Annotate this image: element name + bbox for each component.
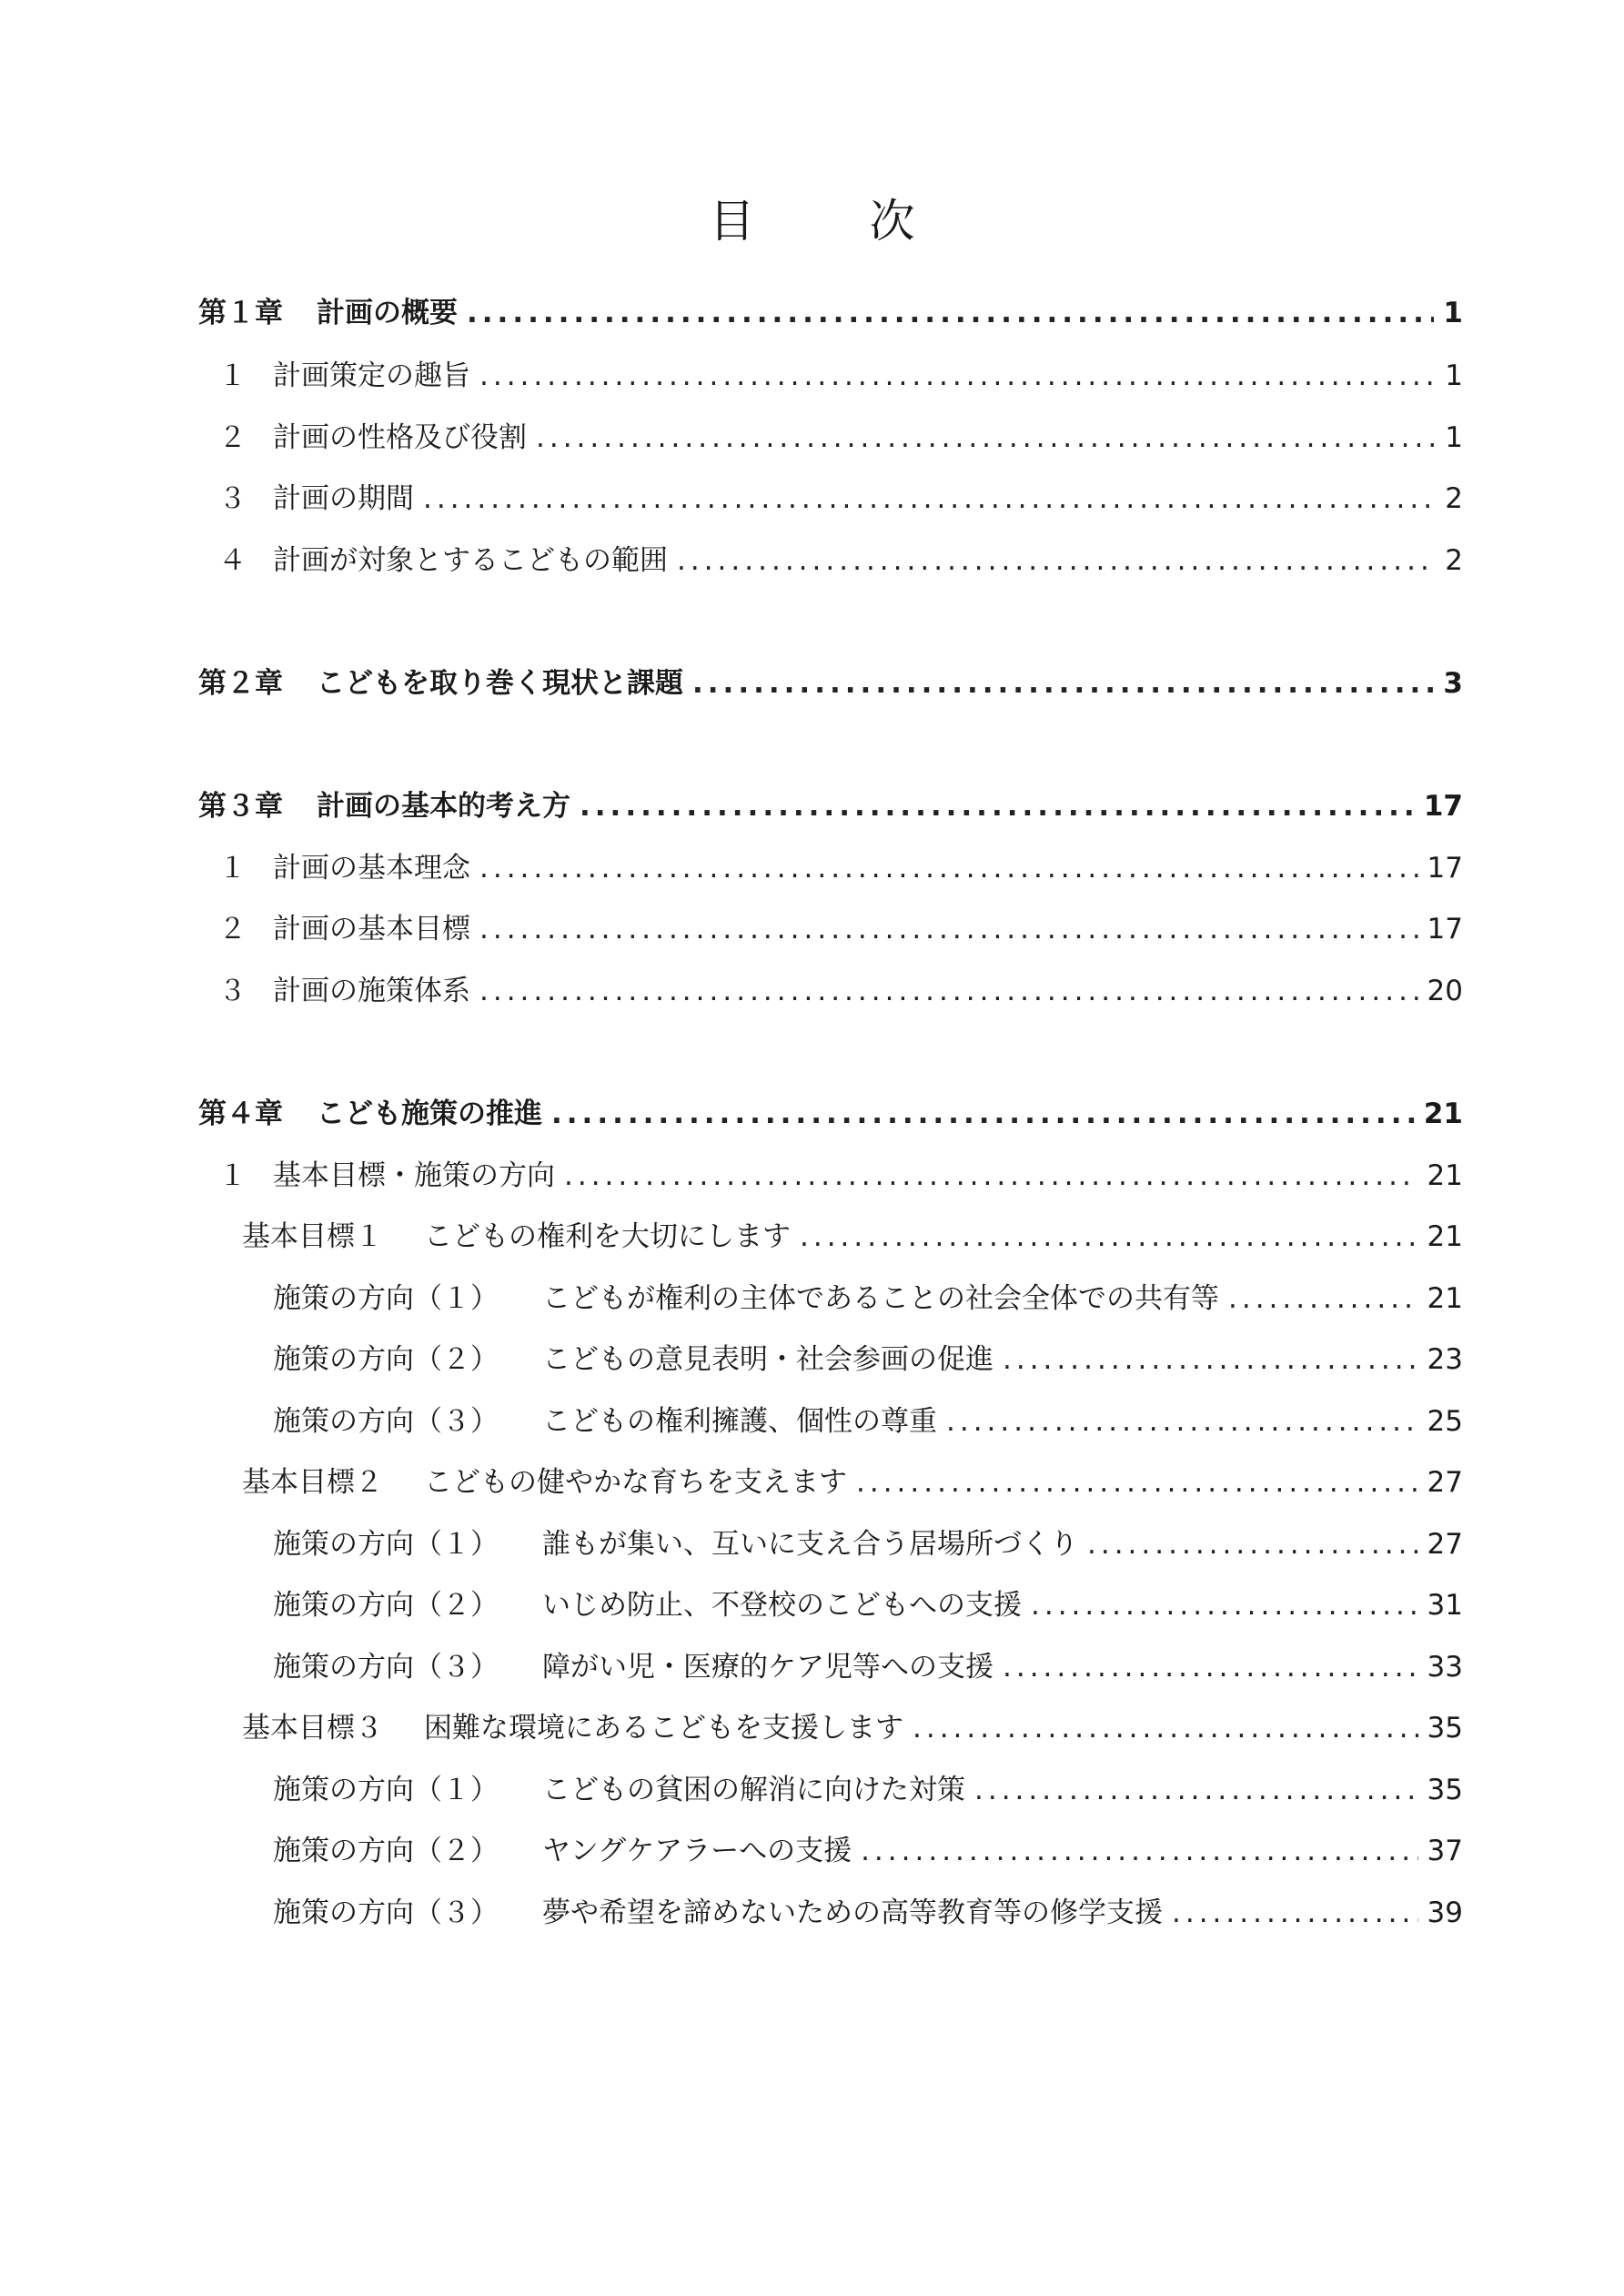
toc-entry-number: 基本目標３ (242, 1712, 383, 1745)
toc-leader-dots (536, 415, 1436, 460)
toc-leader-dots (913, 1705, 1418, 1751)
toc-entry[interactable] (273, 1828, 1463, 1874)
toc-leader-dots (1003, 1644, 1418, 1690)
toc-leader-dots (692, 661, 1434, 706)
toc-entry-page: 25 (1427, 1405, 1463, 1438)
toc-entry-page: 33 (1427, 1651, 1463, 1684)
toc-entry-number: 施策の方向（３） (273, 1405, 499, 1438)
toc-entry-label: 計画の施策体系 (273, 975, 470, 1007)
toc-entry-number: 施策の方向（３） (273, 1651, 499, 1684)
toc-leader-dots (800, 1214, 1418, 1259)
toc-entry-label: 困難な環境にあるこどもを支援します (424, 1712, 903, 1745)
toc-entry-label: 計画の基本的考え方 (317, 790, 570, 823)
toc-entry-number: ３ (218, 975, 247, 1007)
toc-leader-dots (946, 1399, 1418, 1444)
toc-entry-number: 施策の方向（２） (273, 1835, 499, 1867)
toc-entry-page: 27 (1427, 1466, 1463, 1499)
toc-entry-page: 2 (1445, 544, 1463, 577)
toc-entry-page: 39 (1427, 1896, 1463, 1929)
toc-leader-dots (1228, 1276, 1418, 1321)
toc-entry-page: 21 (1427, 1282, 1463, 1315)
toc-entry-number: １ (218, 852, 247, 885)
toc-entry-label: ヤングケアラーへの支援 (542, 1835, 852, 1867)
toc-entry[interactable] (242, 1460, 1463, 1505)
toc-leader-dots (551, 1091, 1415, 1137)
toc-entry-page: 17 (1427, 852, 1463, 885)
toc-entry-number: 第２章 (198, 667, 283, 700)
toc-entry-page: 31 (1427, 1589, 1463, 1622)
toc-entry-label: こどもの貧困の解消に向けた対策 (542, 1774, 965, 1806)
toc-leader-dots (974, 1767, 1418, 1813)
toc-entry-page: 2 (1445, 482, 1463, 515)
toc-entry-number: 施策の方向（１） (273, 1528, 499, 1561)
toc-entry-label: 計画の基本目標 (273, 913, 470, 946)
toc-entry-label: こどもの意見表明・社会参画の促進 (542, 1343, 994, 1376)
toc-leader-dots (423, 476, 1436, 521)
toc-entry-page: 1 (1443, 297, 1463, 329)
toc-entry[interactable] (273, 1522, 1463, 1567)
toc-entry-number: １ (218, 359, 247, 392)
toc-leader-dots (1172, 1890, 1418, 1936)
toc-leader-dots (467, 290, 1434, 336)
toc-entry-label: 計画策定の趣旨 (273, 359, 470, 392)
toc-entry-label: こどもの健やかな育ちを支えます (424, 1466, 847, 1499)
toc-leader-dots (861, 1828, 1417, 1874)
toc-entry-number: ２ (218, 913, 247, 946)
toc-entry[interactable] (198, 784, 1463, 829)
toc-entry[interactable] (198, 290, 1463, 336)
toc-leader-dots (856, 1460, 1418, 1505)
toc-entry-page: 21 (1427, 1220, 1463, 1253)
toc-entry-number: １ (218, 1159, 247, 1192)
toc-entry-number: 第４章 (198, 1097, 283, 1130)
toc-entry-label: こどもの権利を大切にします (424, 1220, 791, 1253)
toc-leader-dots (479, 845, 1418, 891)
toc-entry-page: 27 (1427, 1528, 1463, 1561)
toc-leader-dots (677, 538, 1436, 583)
toc-entry-number: 施策の方向（１） (273, 1282, 499, 1315)
toc-entry-page: 3 (1443, 667, 1463, 700)
toc-leader-dots (479, 353, 1436, 399)
toc-leader-dots (479, 968, 1418, 1014)
toc-entry[interactable] (242, 1214, 1463, 1259)
toc-leader-dots (564, 1153, 1418, 1199)
toc-leader-dots (1031, 1583, 1418, 1628)
toc-entry-number: 施策の方向（１） (273, 1774, 499, 1806)
toc-entry-number: ３ (218, 482, 247, 515)
toc-entry-number: ４ (218, 544, 247, 577)
toc-entry-label: こどもを取り巻く現状と課題 (317, 667, 683, 700)
toc-entry-number: 第１章 (198, 297, 283, 329)
toc-entry[interactable] (273, 1767, 1463, 1813)
toc-entry[interactable] (218, 476, 1463, 521)
toc-entry-label: いじめ防止、不登校のこどもへの支援 (542, 1589, 1022, 1622)
toc-entry-number: ２ (218, 421, 247, 454)
toc-leader-dots (1087, 1522, 1418, 1567)
toc-entry-page: 17 (1427, 913, 1463, 946)
toc-entry-page: 17 (1423, 790, 1463, 823)
page-title: 目 次 (709, 195, 950, 248)
toc-entry[interactable] (273, 1644, 1463, 1690)
toc-entry[interactable] (273, 1890, 1463, 1936)
toc-entry-page: 37 (1427, 1835, 1463, 1867)
toc-entry[interactable] (273, 1337, 1463, 1382)
toc-entry-label: こども施策の推進 (317, 1097, 542, 1130)
toc-entry-label: 計画の基本理念 (273, 852, 470, 885)
toc-entry-label: 夢や希望を諦めないための高等教育等の修学支援 (542, 1896, 1163, 1929)
toc-entry[interactable] (242, 1705, 1463, 1751)
toc-entry[interactable] (198, 1091, 1463, 1137)
toc-entry[interactable] (218, 415, 1463, 460)
toc-entry[interactable] (273, 1399, 1463, 1444)
toc-entry-label: こどもの権利擁護、個性の尊重 (542, 1405, 937, 1438)
toc-entry-label: 計画の概要 (317, 297, 458, 329)
toc-entry-label: 計画の期間 (273, 482, 414, 515)
toc-entry-label: こどもが権利の主体であることの社会全体での共有等 (542, 1282, 1219, 1315)
toc-leader-dots (1003, 1337, 1418, 1382)
toc-entry-number: 基本目標１ (242, 1220, 383, 1253)
toc-entry[interactable] (218, 538, 1463, 583)
toc-entry-number: 施策の方向（３） (273, 1896, 499, 1929)
toc-entry[interactable] (218, 353, 1463, 399)
toc-entry-page: 35 (1427, 1774, 1463, 1806)
toc-entry-number: 第３章 (198, 790, 283, 823)
toc-entry-number: 施策の方向（２） (273, 1589, 499, 1622)
toc-entry-label: 基本目標・施策の方向 (273, 1159, 555, 1192)
toc-entry[interactable] (218, 968, 1463, 1014)
toc-entry-label: 障がい児・医療的ケア児等への支援 (542, 1651, 994, 1684)
toc-entry-page: 35 (1427, 1712, 1463, 1745)
toc-entry-page: 1 (1445, 359, 1463, 392)
toc-entry[interactable] (218, 845, 1463, 891)
toc-entry-label: 誰もが集い、互いに支え合う居場所づくり (542, 1528, 1078, 1561)
toc-entry-page: 23 (1427, 1343, 1463, 1376)
toc-entry-number: 基本目標２ (242, 1466, 383, 1499)
toc-entry[interactable] (273, 1583, 1463, 1628)
toc-entry-page: 21 (1427, 1159, 1463, 1192)
toc-entry-label: 計画の性格及び役割 (273, 421, 527, 454)
toc-entry[interactable] (218, 1153, 1463, 1199)
toc-entry[interactable] (273, 1276, 1463, 1321)
toc-leader-dots (580, 784, 1415, 829)
toc-entry-number: 施策の方向（２） (273, 1343, 499, 1376)
toc-leader-dots (479, 906, 1418, 952)
toc-entry[interactable] (198, 661, 1463, 706)
toc-entry-page: 1 (1445, 421, 1463, 454)
toc-entry-label: 計画が対象とするこどもの範囲 (273, 544, 668, 577)
toc-entry-page: 21 (1423, 1097, 1463, 1130)
toc-entry[interactable] (218, 906, 1463, 952)
toc-entry-page: 20 (1427, 975, 1463, 1007)
